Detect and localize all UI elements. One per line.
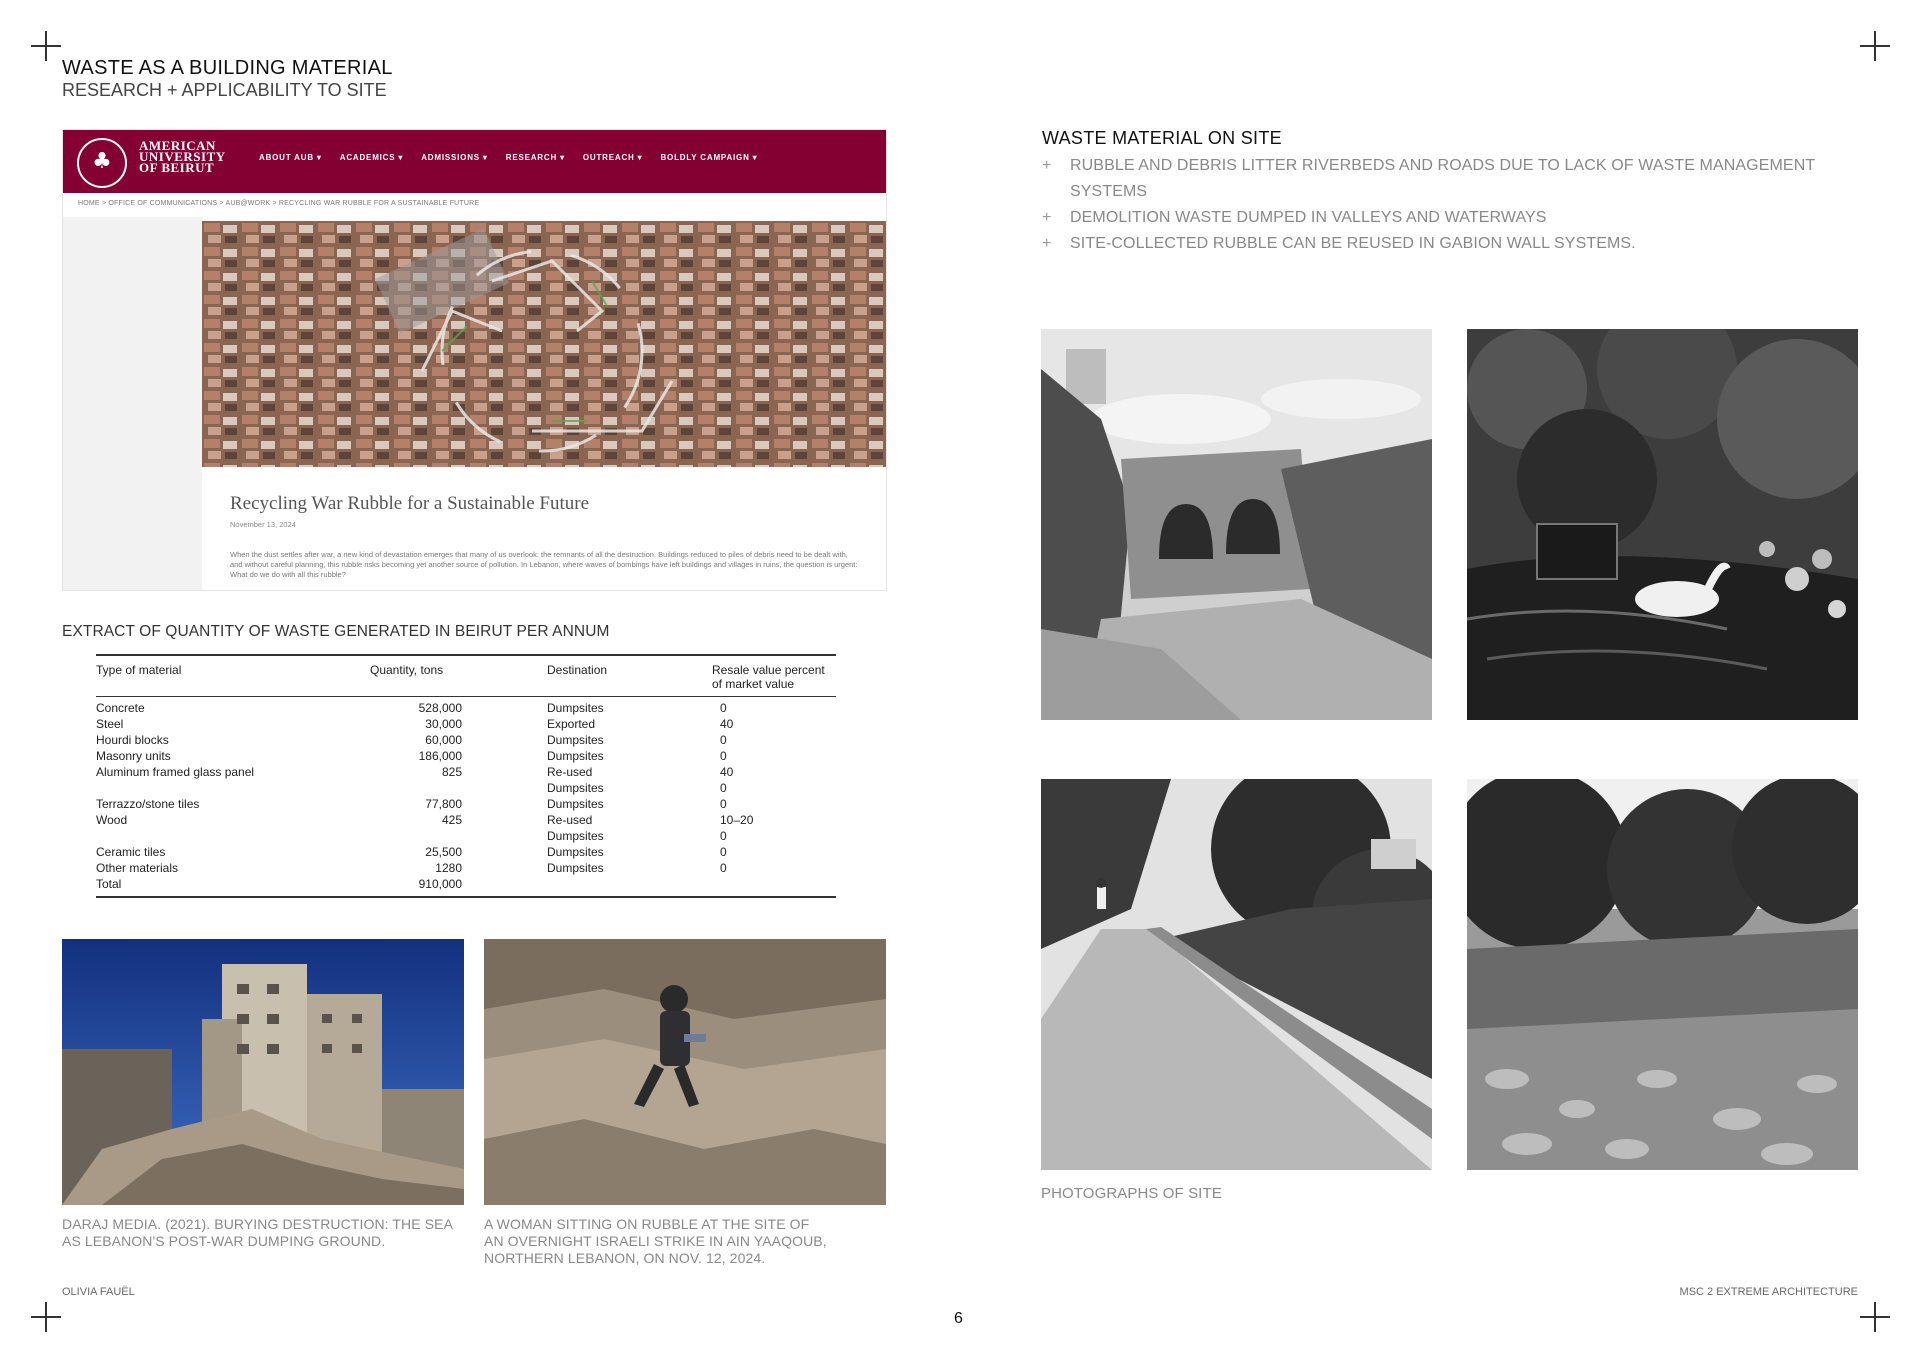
aub-cedar-logo-icon: ♣ — [77, 138, 127, 188]
table-cell-quantity: 528,000 — [418, 701, 462, 715]
aub-nav-item: ACADEMICS ▾ — [339, 153, 404, 162]
table-cell-material: Wood — [96, 813, 128, 827]
table-cell-resale: 0 — [720, 797, 727, 811]
aub-sidebar — [63, 217, 202, 591]
table-cell-resale: 0 — [720, 749, 727, 763]
table-cell-resale: 0 — [720, 781, 727, 795]
table-cell-material: Total — [96, 877, 122, 891]
caption-destroyed-building: DARAJ MEDIA. (2021). BURYING DESTRUCTION: THE SEA AS LEBANON'S POST-WAR DUMPING GROUND. — [62, 1216, 454, 1249]
page-number: 6 — [954, 1310, 963, 1327]
woman-on-rubble-photo — [484, 939, 886, 1205]
crop-mark-top-right — [1860, 31, 1890, 61]
table-cell-resale: 40 — [720, 765, 734, 779]
column-material — [96, 700, 254, 892]
aub-article-excerpt: When the dust settles after war, a new kind of devastation emerges that many of us overlook: the remnants of all the destruction. Buildings reduced to piles of debris need to be dealt with, and without careful planning, this rubble risks becoming yet another source of pollution. In Lebanon, where waves of bombings have left buildings and villages in ruins, the question is urgent: What do we do with all this rubble? — [230, 550, 858, 579]
table-cell-quantity: 77,800 — [425, 797, 462, 811]
table-cell-quantity: 186,000 — [418, 749, 462, 763]
table-cell-destination: Re-used — [547, 765, 593, 779]
aub-header-bar — [63, 130, 887, 193]
table-cell-destination: Dumpsites — [547, 845, 604, 859]
header-quantity: Quantity, tons — [370, 663, 444, 677]
table-cell-material: Steel — [96, 717, 124, 731]
bullet-item: + SITE-COLLECTED RUBBLE CAN BE REUSED IN GABION WALL SYSTEMS. — [1042, 231, 1822, 257]
column-resale — [720, 700, 753, 892]
bullet-item: + DEMOLITION WASTE DUMPED IN VALLEYS AND WATERWAYS — [1042, 205, 1822, 231]
site-waste-bullets — [1042, 153, 1822, 257]
table-cell-material: Terrazzo/stone tiles — [96, 797, 200, 811]
site-photo-road — [1041, 779, 1432, 1170]
caption-woman-on-rubble: A WOMAN SITTING ON RUBBLE AT THE SITE OF AN OVERNIGHT ISRAELI STRIKE IN AIN YAAQOUB, NORTHERN LEBANON, ON NOV. 12, 2024. — [484, 1216, 827, 1266]
table-rule-top — [96, 654, 836, 656]
table-rule-mid — [96, 696, 836, 697]
table-cell-quantity — [370, 780, 462, 796]
table-cell-destination: Dumpsites — [547, 829, 604, 843]
table-section-label: EXTRACT OF QUANTITY OF WASTE GENERATED IN BEIRUT PER ANNUM — [62, 623, 610, 640]
site-photos-caption: PHOTOGRAPHS OF SITE — [1041, 1185, 1222, 1202]
table-cell-resale: 40 — [720, 717, 734, 731]
footer-course: MSC 2 EXTREME ARCHITECTURE — [1679, 1286, 1858, 1298]
crop-mark-top-left — [31, 31, 61, 61]
table-cell-material: Hourdi blocks — [96, 733, 169, 747]
rubble-recycling-hero-image — [202, 221, 886, 467]
site-photo-stream-goose — [1467, 329, 1858, 720]
table-cell-resale: 0 — [720, 845, 727, 859]
page-title: WASTE AS A BUILDING MATERIAL — [62, 57, 393, 79]
table-cell-resale: 0 — [720, 733, 727, 747]
site-waste-heading: WASTE MATERIAL ON SITE — [1042, 128, 1282, 148]
table-cell-material — [96, 828, 254, 844]
aub-nav-item: ABOUT AUB ▾ — [259, 153, 322, 162]
table-cell-destination: Dumpsites — [547, 797, 604, 811]
column-quantity — [370, 700, 462, 892]
plus-icon: + — [1042, 157, 1052, 174]
destroyed-building-photo — [62, 939, 464, 1205]
aub-nav-item: RESEARCH ▾ — [505, 153, 565, 162]
site-photo-aqueduct — [1041, 329, 1432, 720]
table-cell-quantity: 425 — [441, 813, 462, 827]
table-cell-material: Other materials — [96, 861, 179, 875]
table-cell-quantity: 1280 — [435, 861, 462, 875]
site-photo-riverbed — [1467, 779, 1858, 1170]
table-cell-destination: Dumpsites — [547, 749, 604, 763]
table-cell-resale: 0 — [720, 701, 727, 715]
plus-icon: + — [1042, 209, 1052, 226]
table-cell-resale: 0 — [720, 829, 727, 843]
bullet-item: + RUBBLE AND DEBRIS LITTER RIVERBEDS AND ROADS DUE TO LACK OF WASTE MANAGEMENT SYSTEMS — [1042, 153, 1822, 205]
table-cell-material — [96, 780, 254, 796]
crop-mark-bottom-right — [1860, 1302, 1890, 1332]
table-cell-quantity: 60,000 — [425, 733, 462, 747]
table-cell-quantity: 25,500 — [425, 845, 462, 859]
table-cell-quantity — [370, 828, 462, 844]
aub-nav-item: BOLDLY CAMPAIGN ▾ — [660, 153, 758, 162]
header-destination: Destination — [547, 663, 608, 677]
column-destination — [547, 700, 604, 892]
table-cell-resale: 10–20 — [720, 813, 754, 827]
aub-article-title: Recycling War Rubble for a Sustainable Future — [230, 493, 590, 514]
plus-icon: + — [1042, 235, 1052, 252]
table-cell-resale: 0 — [720, 861, 727, 875]
aub-nav-item: OUTREACH ▾ — [582, 153, 643, 162]
table-cell-destination: Dumpsites — [547, 733, 604, 747]
table-rule-bottom — [96, 896, 836, 898]
table-cell-destination: Dumpsites — [547, 701, 604, 715]
aub-breadcrumb: HOME > OFFICE OF COMMUNICATIONS > AUB@WORK > RECYCLING WAR RUBBLE FOR A SUSTAINABLE FUTURE — [78, 200, 480, 207]
table-cell-material: Ceramic tiles — [96, 845, 166, 859]
aub-article-screenshot — [62, 129, 887, 591]
aub-nav — [259, 153, 758, 162]
table-cell-material: Masonry units — [96, 749, 171, 763]
table-cell-destination: Exported — [547, 717, 596, 731]
aub-article-date: November 13, 2024 — [230, 520, 296, 529]
aub-nav-item: ADMISSIONS ▾ — [421, 153, 488, 162]
table-cell-destination: Dumpsites — [547, 861, 604, 875]
table-cell-destination — [547, 876, 604, 892]
table-cell-resale — [720, 876, 753, 892]
page-subtitle: RESEARCH + APPLICABILITY TO SITE — [62, 80, 387, 100]
table-cell-destination: Re-used — [547, 813, 593, 827]
table-cell-quantity: 30,000 — [425, 717, 462, 731]
table-cell-material: Concrete — [96, 701, 145, 715]
table-cell-quantity: 910,000 — [418, 877, 462, 891]
table-cell-quantity: 825 — [441, 765, 462, 779]
header-material: Type of material — [96, 663, 182, 677]
header-resale: Resale value percent of market value — [712, 663, 825, 691]
crop-mark-bottom-left — [31, 1302, 61, 1332]
footer-author: OLIVIA FAUËL — [62, 1286, 135, 1298]
table-cell-material: Aluminum framed glass panel — [96, 765, 255, 779]
aub-wordmark: AMERICAN UNIVERSITY OF BEIRUT — [139, 138, 226, 175]
table-cell-destination: Dumpsites — [547, 781, 604, 795]
